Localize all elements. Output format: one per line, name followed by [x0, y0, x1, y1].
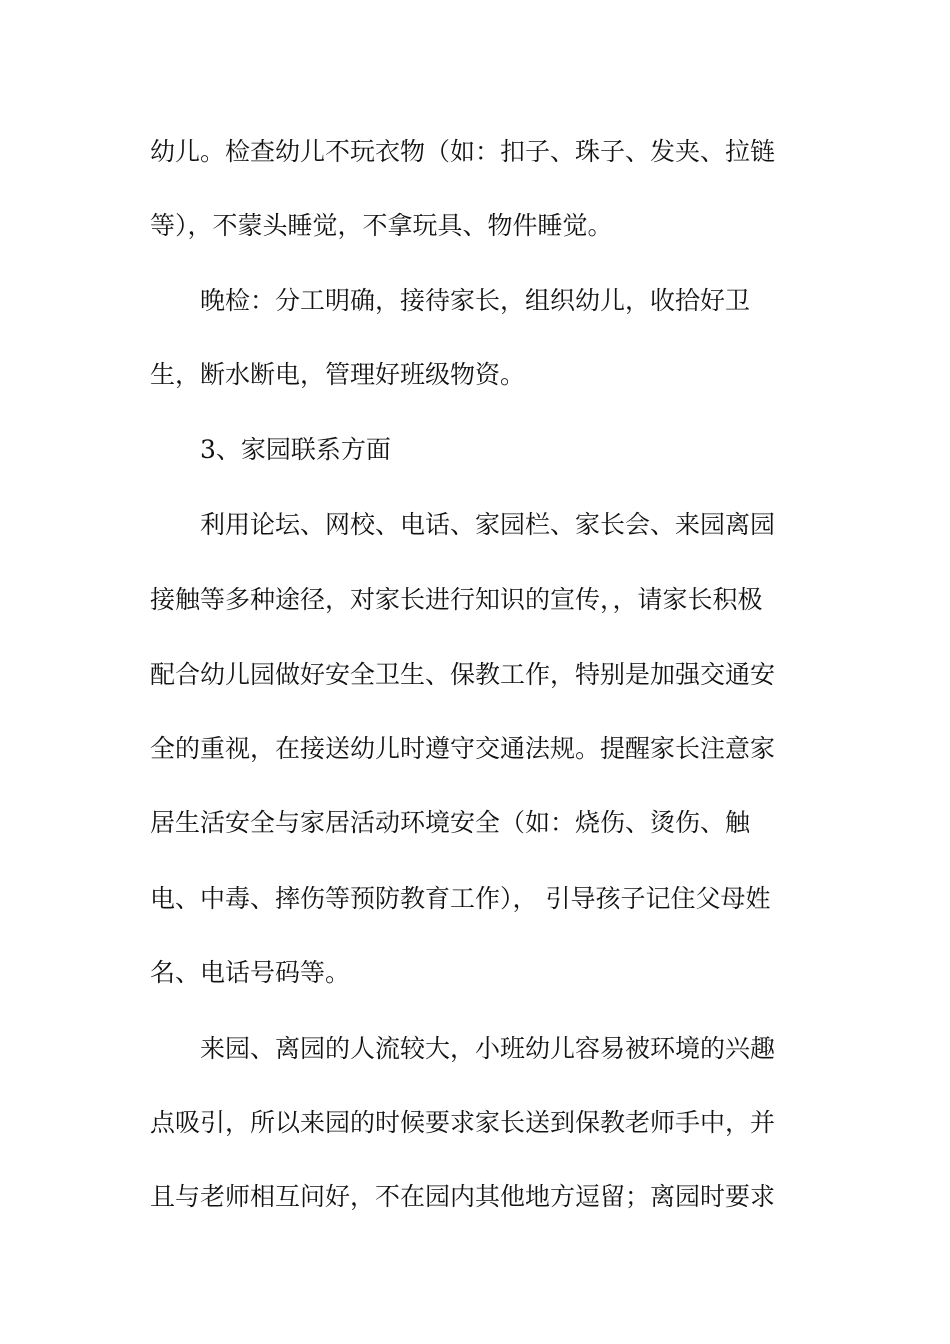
text-line: 且与老师相互问好，不在园内其他地方逗留；离园时要求	[150, 1182, 776, 1211]
paragraph-start-line: 晚检：分工明确，接待家长，组织幼儿，收拾好卫	[200, 286, 751, 315]
text-line: 幼儿。检查幼儿不玩衣物（如：扣子、珠子、发夹、拉链	[150, 137, 776, 166]
paragraph-start-line: 利用论坛、网校、电话、家园栏、家长会、来园离园	[200, 510, 776, 539]
text-line: 全的重视，在接送幼儿时遵守交通法规。提醒家长注意家	[150, 734, 776, 763]
text-line: 点吸引，所以来园的时候要求家长送到保教老师手中，并	[150, 1108, 776, 1137]
text-line: 生，断水断电，管理好班级物资。	[150, 360, 526, 389]
text-line: 名、电话号码等。	[150, 958, 351, 987]
section-heading: 3、家园联系方面	[200, 435, 391, 464]
paragraph-start-line: 来园、离园的人流较大，小班幼儿容易被环境的兴趣	[200, 1034, 776, 1063]
text-line: 等），不蒙头睡觉，不拿玩具、物件睡觉。	[150, 211, 613, 240]
text-line: 配合幼儿园做好安全卫生、保教工作，特别是加强交通安	[150, 660, 776, 689]
text-line: 接触等多种途径，对家长进行知识的宣传，，请家长积极	[150, 585, 763, 614]
text-line: 居生活安全与家居活动环境安全（如：烧伤、烫伤、触	[150, 808, 751, 837]
text-line: 电、中毒、摔伤等预防教育工作）， 引导孩子记住父母姓	[150, 884, 771, 913]
